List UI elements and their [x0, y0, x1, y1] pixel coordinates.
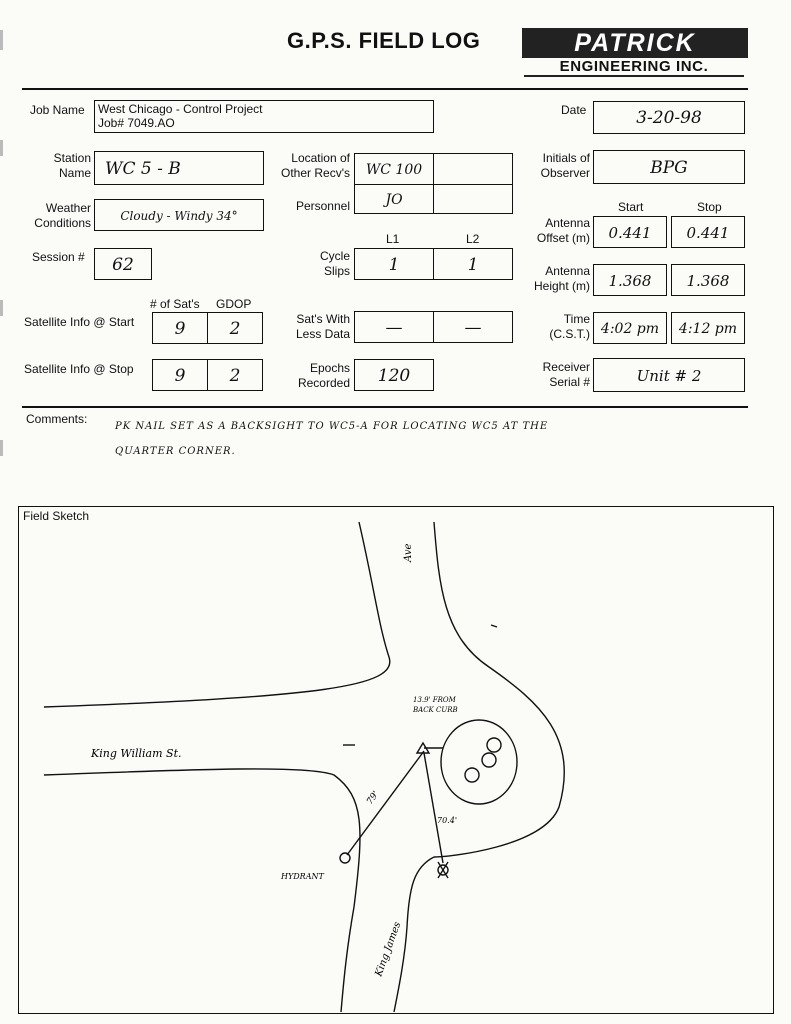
light-distance-label: 70.4': [437, 816, 458, 825]
receiver-serial-field[interactable]: Unit # 2: [593, 358, 745, 392]
receiver-label-line1: Receiver: [542, 360, 590, 374]
comments-line-1[interactable]: PK NAIL SET AS A BACKSIGHT TO WC5-A FOR LOCATING WC5 AT THE: [115, 421, 549, 432]
other-receivers-label-line2: Other Recv's: [281, 166, 350, 180]
scan-margin-mark: [0, 30, 3, 50]
hydrant-symbol: [340, 853, 350, 863]
observer-label: [520, 151, 590, 181]
epochs-field[interactable]: 120: [354, 359, 434, 391]
king-james-west-curb: [341, 907, 354, 1012]
time-label-line1: Time: [563, 312, 590, 326]
sat-stop-count-field[interactable]: 9: [152, 359, 208, 391]
sats-less-data-label-line1: Sat's With: [296, 312, 350, 326]
date-label: Date: [561, 103, 587, 117]
antenna-height-start-field[interactable]: 1.368: [593, 264, 667, 296]
antenna-height-label-line1: Antenna: [545, 264, 590, 278]
gdop-column-label: GDOP: [216, 297, 252, 311]
job-name-field[interactable]: [94, 100, 434, 133]
ave-west-curb: [44, 522, 390, 707]
time-start-field[interactable]: 4:02 pm: [593, 312, 667, 344]
tick-mark: [491, 625, 497, 627]
time-stop-field[interactable]: 4:12 pm: [671, 312, 745, 344]
station-name-field[interactable]: WC 5 - B: [94, 151, 264, 185]
session-label: Session #: [32, 250, 85, 264]
personnel-field-2[interactable]: [433, 184, 513, 214]
sats-less-data-l1-field[interactable]: —: [354, 311, 434, 343]
logo-line-1: PATRICK: [522, 28, 748, 58]
antenna-offset-stop-field[interactable]: 0.441: [671, 216, 745, 248]
logo-line-2: ENGINEERING INC.: [524, 59, 744, 77]
light-distance-line: [424, 753, 443, 863]
scan-margin-mark: [0, 300, 3, 316]
scan-margin-mark: [0, 440, 3, 456]
sats-less-data-label: [266, 312, 350, 342]
weather-label-line2: Conditions: [34, 216, 91, 230]
sats-less-data-label-line2: Less Data: [295, 327, 350, 341]
epochs-label-line1: Epochs: [309, 361, 350, 375]
session-field[interactable]: 62: [94, 248, 152, 280]
field-sketch-drawing: [19, 507, 772, 1012]
antenna-height-label: [510, 264, 590, 294]
weather-field[interactable]: Cloudy - Windy 34°: [94, 199, 264, 231]
date-field[interactable]: 3-20-98: [593, 101, 745, 134]
observer-label-line2: Observer: [540, 166, 590, 180]
antenna-height-label-line2: Height (m): [533, 279, 590, 293]
antenna-offset-start-field[interactable]: 0.441: [593, 216, 667, 248]
job-name-value: West Chicago - Control Project: [98, 102, 263, 116]
street-label-ave: Ave: [403, 543, 414, 562]
traffic-island: [441, 720, 517, 804]
other-receivers-label-line1: Location of: [291, 151, 350, 165]
header-rule: [22, 88, 748, 90]
observer-label-line1: Initials of: [542, 151, 590, 165]
cycle-slips-label: [266, 249, 350, 279]
personnel-field-1[interactable]: JO: [354, 184, 434, 214]
street-label-king-william: King William St.: [91, 747, 182, 760]
antenna-offset-label-line2: Offset (m): [536, 231, 590, 245]
weather-label: [24, 201, 91, 231]
island-shrub: [487, 738, 501, 752]
hydrant-distance-label: 79': [365, 789, 382, 807]
cycle-slips-label-line1: Cycle: [319, 249, 350, 263]
station-label-line1: Station: [53, 151, 91, 165]
comments-rule: [22, 406, 748, 408]
king-james-east-curb: [394, 857, 434, 1012]
comments-label: Comments:: [26, 412, 88, 426]
time-label-line2: (C.S.T.): [549, 327, 590, 341]
epochs-label-line2: Recorded: [297, 376, 350, 390]
sats-count-column-label: # of Sat's: [150, 297, 200, 311]
king-william-south-curb: [44, 769, 360, 907]
sat-start-gdop-field[interactable]: 2: [207, 312, 263, 344]
observer-field[interactable]: BPG: [593, 150, 745, 184]
personnel-label: Personnel: [295, 199, 350, 213]
cycle-slips-l1-field[interactable]: 1: [354, 248, 434, 280]
sat-start-count-field[interactable]: 9: [152, 312, 208, 344]
antenna-offset-label-line1: Antenna: [545, 216, 590, 230]
sat-info-stop-label: Satellite Info @ Stop: [24, 362, 134, 376]
island-shrub: [482, 753, 496, 767]
l2-column-label: L2: [466, 232, 480, 246]
comments-line-2[interactable]: QUARTER CORNER.: [115, 446, 236, 457]
station-label-line2: Name: [58, 166, 91, 180]
field-sketch-area: [18, 506, 774, 1014]
start-column-label: Start: [618, 200, 644, 214]
other-receiver-field-1[interactable]: WC 100: [354, 153, 434, 185]
stop-column-label: Stop: [697, 200, 722, 214]
scan-margin-mark: [0, 140, 3, 156]
field-sketch-label: Field Sketch: [23, 509, 90, 523]
station-name-label: [30, 151, 91, 181]
hydrant-distance-line: [347, 751, 424, 855]
cycle-slips-label-line2: Slips: [323, 264, 350, 278]
antenna-offset-label: [510, 216, 590, 246]
time-label: [510, 312, 590, 342]
l1-column-label: L1: [386, 232, 400, 246]
sat-info-start-label: Satellite Info @ Start: [24, 315, 135, 329]
receiver-serial-label: [510, 360, 590, 390]
job-name-label: Job Name: [30, 103, 85, 117]
receiver-label-line2: Serial #: [549, 375, 590, 389]
sats-less-data-l2-field[interactable]: —: [433, 311, 513, 343]
cycle-slips-l2-field[interactable]: 1: [433, 248, 513, 280]
curb-note-line-2: BACK CURB: [413, 706, 458, 714]
other-receiver-field-2[interactable]: [433, 153, 513, 185]
other-receivers-label: [266, 151, 350, 181]
company-logo: [522, 28, 748, 76]
curb-note-line-1: 13.9' FROM: [413, 696, 456, 704]
antenna-height-stop-field[interactable]: 1.368: [671, 264, 745, 296]
hydrant-label: HYDRANT: [281, 872, 324, 881]
weather-label-line1: Weather: [45, 201, 91, 215]
job-number-value: Job# 7049.AO: [98, 116, 175, 130]
epochs-label: [266, 361, 350, 391]
sat-stop-gdop-field[interactable]: 2: [207, 359, 263, 391]
island-shrub: [465, 768, 479, 782]
ave-east-curb: [434, 522, 564, 857]
form-title: G.P.S. FIELD LOG: [287, 28, 481, 53]
street-label-king-james: King James: [373, 920, 404, 979]
